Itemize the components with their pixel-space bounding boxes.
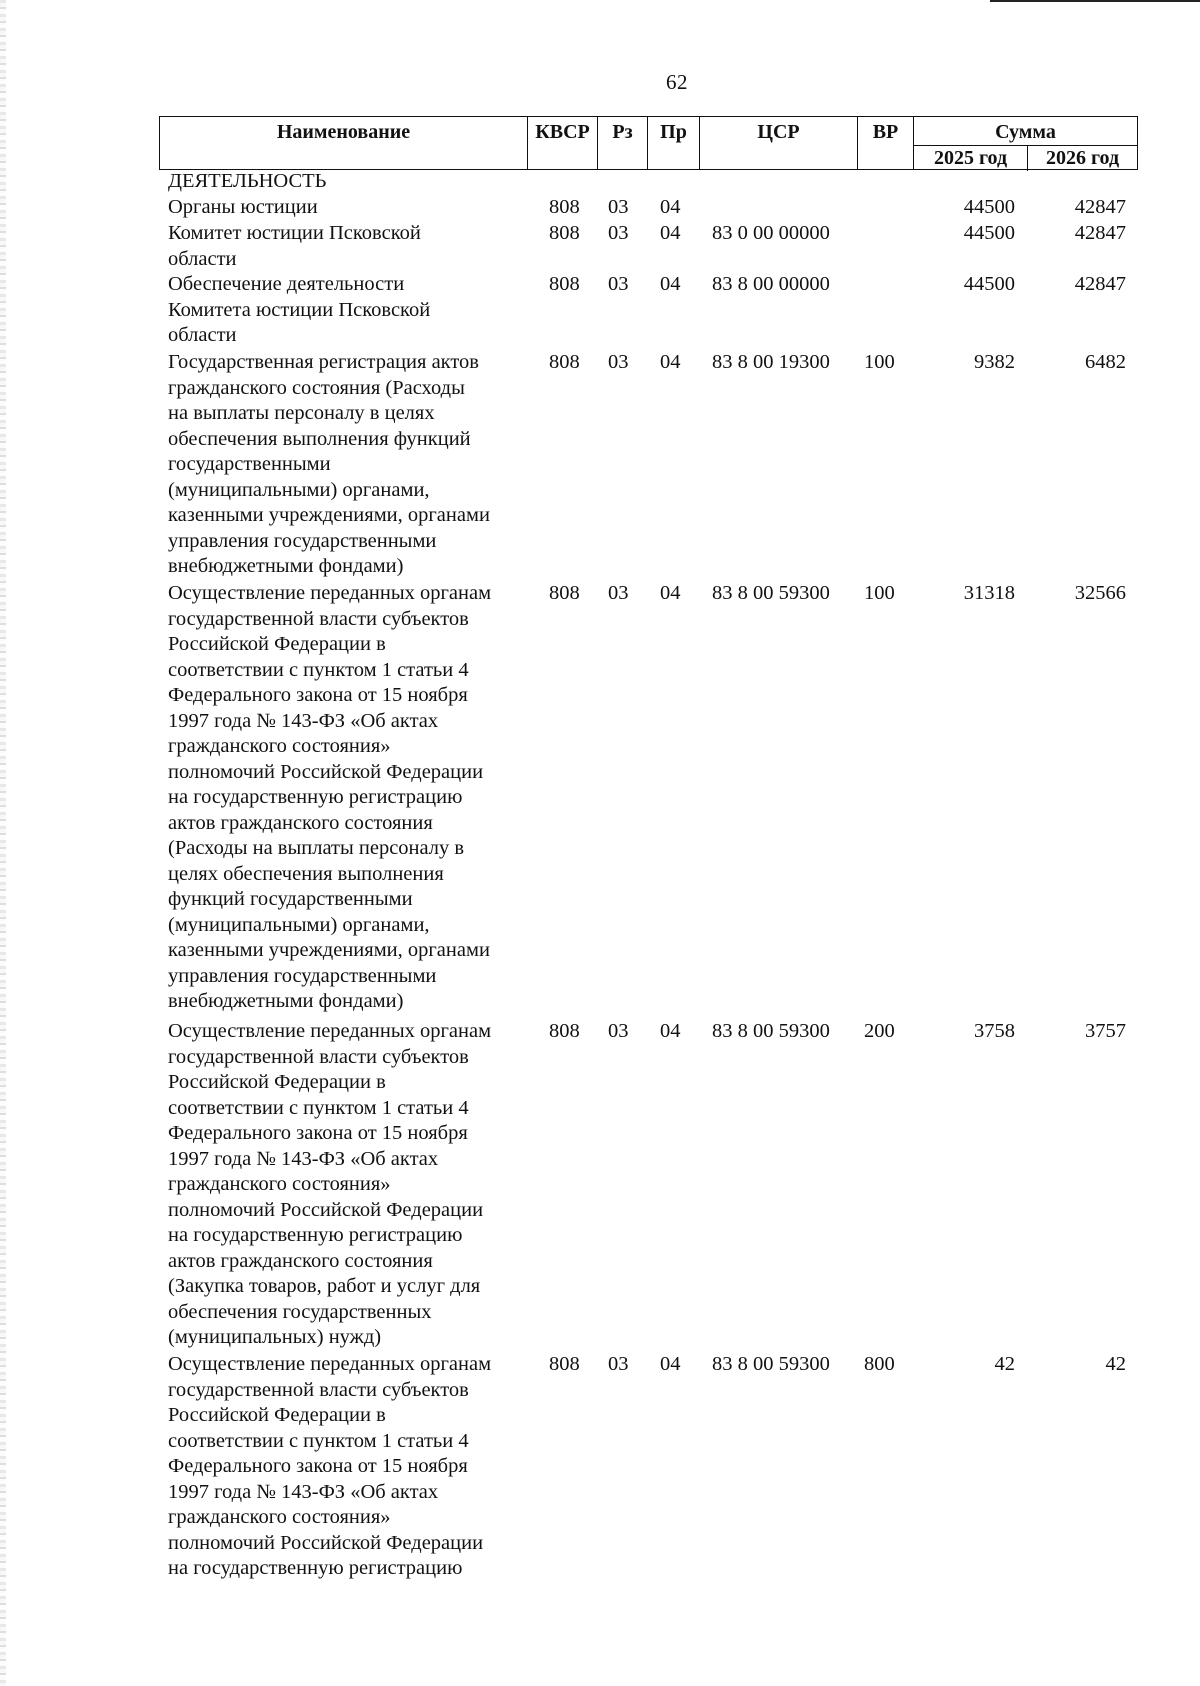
row-name: Комитет юстиции Псковской области [168,222,421,270]
row-csr: 83 8 00 19300 [712,351,830,373]
row-sum-2025: 42 [994,1353,1015,1375]
row-sum-2026: 42847 [1074,273,1126,295]
row-vr: 100 [864,351,895,373]
row-kvsr: 808 [549,222,580,244]
row-pr: 04 [660,222,681,244]
row-sum-2025: 9382 [974,351,1015,373]
header-vr: ВР [857,116,913,170]
row-rz: 03 [608,351,629,373]
row-kvsr: 808 [549,1353,580,1375]
row-name: Государственная регистрация актов гражданского состояния (Расходы на выплаты персоналу в целях обеспечения выполнения функций государственными (муниципальными) органами, казенными учреждениями, органами управления государственными внебюджетными фондами) [168,351,490,577]
row-sum-2025: 44500 [963,222,1015,244]
row-pr: 04 [660,196,681,218]
row-sum-2026: 32566 [1074,582,1126,604]
row-kvsr: 808 [549,582,580,604]
row-csr: 83 8 00 59300 [712,582,830,604]
row-pr: 04 [660,273,681,295]
header-csr: ЦСР [699,116,857,170]
row-csr: 83 8 00 00000 [712,273,830,295]
header-pr: Пр [647,116,699,170]
row-name: Осуществление переданных органам государственной власти субъектов Российской Федерации в соответствии с пунктом 1 статьи 4 Федерального закона от 15 ноября 1997 года № 143-ФЗ «Об актах гражданского состояния» полномочий Российской Федерации на государственную регистрацию актов гражданского состояния (Закупка товаров, работ и услуг для обеспечения государственных (муниципальных) нужд) [168,1020,492,1348]
row-csr: 83 8 00 59300 [712,1353,830,1375]
row-sum-2026: 42847 [1074,196,1126,218]
row-rz: 03 [608,222,629,244]
row-name: ДЕЯТЕЛЬНОСТЬ [168,170,327,192]
row-pr: 04 [660,1353,681,1375]
row-sum-2025: 31318 [963,582,1015,604]
header-sum: Сумма [995,121,1056,143]
row-pr: 04 [660,1020,681,1042]
row-sum-2025: 3758 [974,1020,1015,1042]
row-name: Осуществление переданных органам государственной власти субъектов Российской Федерации в соответствии с пунктом 1 статьи 4 Федерального закона от 15 ноября 1997 года № 143-ФЗ «Об актах гражданского состояния» полномочий Российской Федерации на государственную регистрацию актов гражданского состояния (Расходы на выплаты персоналу в целях обеспечения выполнения функций государственными (муниципальными) органами, казенными учреждениями, органами управления государственными внебюджетными фондами) [168,582,492,1012]
row-sum-2026: 42 [1105,1353,1126,1375]
row-pr: 04 [660,351,681,373]
row-sum-2026: 3757 [1085,1020,1126,1042]
row-rz: 03 [608,1353,629,1375]
header-rz: Рз [597,116,647,170]
row-rz: 03 [608,273,629,295]
header-name: Наименование [159,116,527,170]
row-kvsr: 808 [549,351,580,373]
row-pr: 04 [660,582,681,604]
row-kvsr: 808 [549,273,580,295]
row-sum-2026: 6482 [1085,351,1126,373]
header-2025: 2025 год [914,145,1027,171]
row-name: Осуществление переданных органам государственной власти субъектов Российской Федерации в соответствии с пунктом 1 статьи 4 Федерального закона от 15 ноября 1997 года № 143-ФЗ «Об актах гражданского состояния» полномочий Российской Федерации на государственную регистрацию [168,1353,492,1579]
row-csr: 83 0 00 00000 [712,222,830,244]
row-vr: 800 [864,1353,895,1375]
row-kvsr: 808 [549,196,580,218]
row-vr: 200 [864,1020,895,1042]
row-rz: 03 [608,196,629,218]
row-rz: 03 [608,1020,629,1042]
header-2026: 2026 год [1027,145,1137,171]
row-name: Обеспечение деятельности Комитета юстиции Псковской области [168,273,431,346]
row-sum-2025: 44500 [963,196,1015,218]
row-sum-2025: 44500 [963,273,1015,295]
page-number: 62 [666,70,688,94]
header-kvsr: КВСР [527,116,597,170]
row-sum-2026: 42847 [1074,222,1126,244]
row-csr: 83 8 00 59300 [712,1020,830,1042]
row-kvsr: 808 [549,1020,580,1042]
row-vr: 100 [864,582,895,604]
row-name: Органы юстиции [168,196,318,218]
row-rz: 03 [608,582,629,604]
